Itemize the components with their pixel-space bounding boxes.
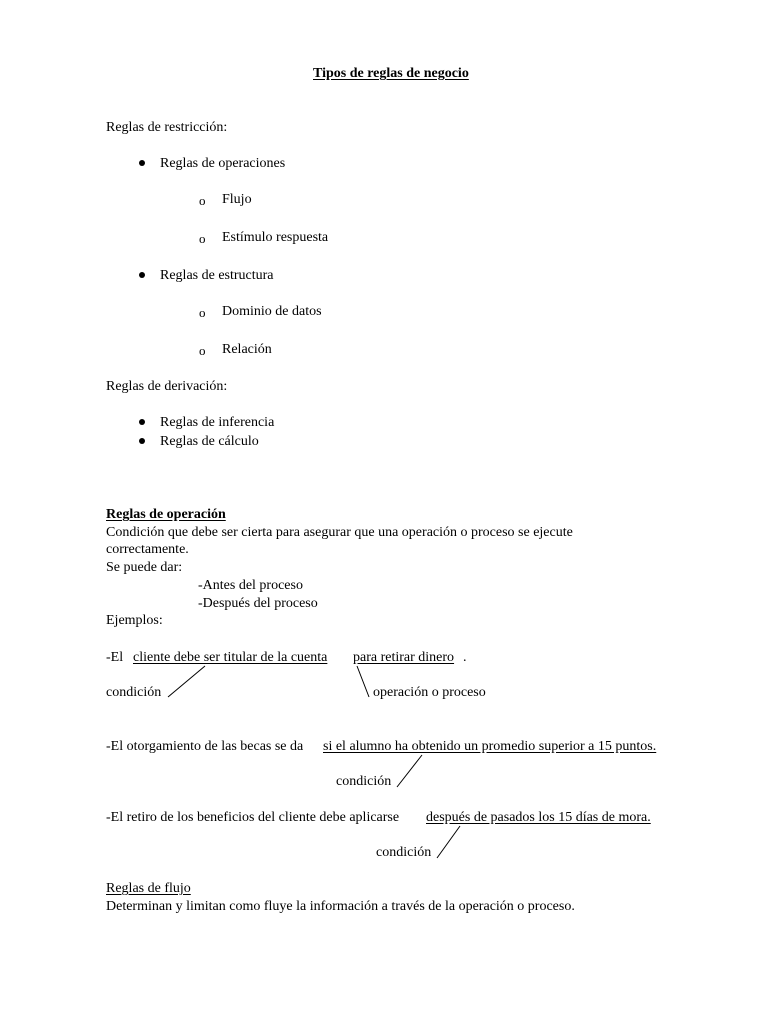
list-item: Reglas de inferencia — [160, 415, 275, 430]
restriccion-heading: Reglas de restricción: — [106, 120, 228, 135]
list-item: Dominio de datos — [222, 304, 322, 319]
list-item: Reglas de estructura — [160, 268, 274, 283]
connector-line — [397, 755, 422, 787]
example-1-condition: cliente debe ser titular de la cuenta — [133, 650, 328, 665]
example-3-condition-label: condición — [376, 845, 432, 860]
list-item: Relación — [222, 342, 272, 357]
circle-bullet-icon: o — [199, 193, 206, 208]
connector-line — [168, 666, 205, 697]
circle-bullet-icon: o — [199, 231, 206, 246]
list-item: Reglas de operaciones — [160, 156, 286, 171]
flujo-heading: Reglas de flujo — [106, 881, 191, 896]
example-1-condition-label: condición — [106, 685, 162, 700]
ejemplos-label: Ejemplos: — [106, 613, 163, 628]
puede-label: Se puede dar: — [106, 560, 183, 575]
operacion-definition-cont: correctamente. — [106, 542, 189, 557]
example-2-condition: si el alumno ha obtenido un promedio superior a 15 puntos. — [323, 739, 657, 754]
page-title: Tipos de reglas de negocio — [313, 66, 469, 81]
example-2-prefix: -El otorgamiento de las becas se da — [106, 739, 304, 754]
example-3-condition: después de pasados los 15 días de mora. — [426, 810, 651, 825]
operacion-heading: Reglas de operación — [106, 507, 226, 522]
example-1-suffix: . — [463, 650, 467, 665]
circle-bullet-icon: o — [199, 343, 206, 358]
antes-item: -Antes del proceso — [198, 578, 303, 593]
connector-line — [357, 666, 369, 697]
example-3-prefix: -El retiro de los beneficios del cliente debe aplicarse — [106, 810, 400, 825]
despues-item: -Después del proceso — [198, 596, 318, 611]
list-item: Reglas de cálculo — [160, 434, 259, 449]
derivacion-heading: Reglas de derivación: — [106, 379, 228, 394]
example-1-operation-label: operación o proceso — [373, 685, 486, 700]
example-1-prefix: -El — [106, 650, 124, 665]
list-item: Estímulo respuesta — [222, 230, 329, 245]
connector-line — [437, 826, 460, 858]
example-1-operation: para retirar dinero — [353, 650, 455, 665]
circle-bullet-icon: o — [199, 305, 206, 320]
flujo-definition: Determinan y limitan como fluye la información a través de la operación o proceso. — [106, 899, 575, 914]
operacion-definition: Condición que debe ser cierta para asegurar que una operación o proceso se ejecute — [106, 525, 573, 540]
list-item: Flujo — [222, 192, 252, 207]
example-2-condition-label: condición — [336, 774, 392, 789]
